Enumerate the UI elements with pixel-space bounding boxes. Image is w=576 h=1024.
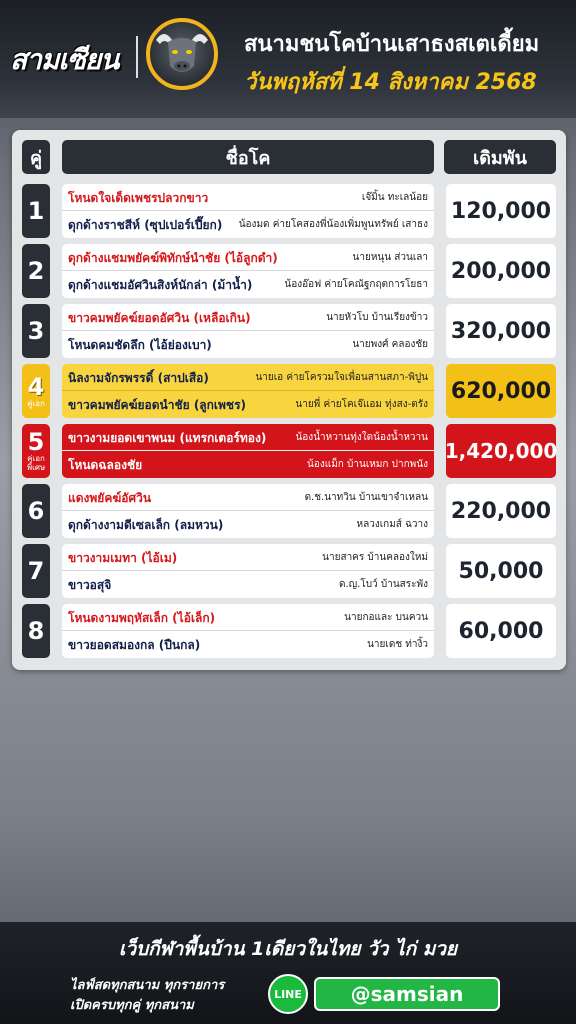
owner-bottom: น้องอ๊อฟ ค่ายโคณัฐกฤตการโยธา — [284, 279, 428, 290]
owner-top: นายหนุน ส่วนเลา — [352, 252, 428, 263]
pair-number — [22, 484, 50, 538]
fighter-name-bottom: ดุกด้างงามดีเซลเล็ก (ลมหวน) — [68, 518, 224, 532]
fighter-name-bottom: ดุกด้างราชสีห์ (ซุปเปอร์เปี๊ยก) — [68, 218, 223, 232]
fighter-name-top: แดงพยัคฆ์อัศวิน — [68, 491, 152, 505]
owner-top: ด.ช.นาทวิน บ้านเขาจำเหลน — [304, 492, 428, 503]
owner-top: นายสาคร บ้านคลองใหม่ — [322, 552, 428, 563]
fighter-names — [62, 484, 434, 538]
fighter-name-top: นิลงามจักรพรรดิ์ (สาปเสือ) — [68, 371, 209, 385]
fight-row — [22, 304, 556, 358]
fighter-names — [62, 184, 434, 238]
pair-number — [22, 424, 50, 478]
fighter-names — [62, 544, 434, 598]
fighter-name-top: โหนดใจเด็ดเพชรปลวกขาว — [68, 191, 209, 205]
fighter-names — [62, 304, 434, 358]
fighter-bottom — [62, 451, 434, 478]
owner-bottom: หลวงเกมส์ ฉวาง — [356, 519, 428, 530]
fighter-top — [62, 364, 434, 391]
event-date: วันพฤหัสที่ 14 สิงหาคม 2568 — [244, 70, 537, 95]
fighter-name-top: ขาวงามยอดเขาพนม (แทรกเตอร์ทอง) — [68, 431, 267, 445]
pair-number-value: 7 — [27, 557, 45, 585]
fight-row — [22, 544, 556, 598]
fight-row — [22, 364, 556, 418]
fight-row — [22, 184, 556, 238]
fighter-bottom — [62, 631, 434, 658]
fighter-name-top: ขาวคมพยัคฆ์ยอดอัศวิน (เหลือเกิน) — [68, 311, 251, 325]
footer-line-2: เปิดครบทุกคู่ ทุกสนาม — [70, 998, 194, 1013]
logo-divider — [136, 36, 138, 78]
fighter-name-bottom: ขาวคมพยัคฆ์ยอดนำชัย (ลูกเพชร) — [68, 398, 247, 412]
footer-line-1: ไลฟ์สดทุกสนาม ทุกรายการ — [70, 978, 225, 993]
owner-top: นายเอ ค่ายโครวมใจเพื่อนสานสภา-พิปูน — [255, 372, 428, 383]
bet-amount: 60,000 — [446, 604, 556, 658]
pair-number — [22, 544, 50, 598]
footer — [0, 922, 576, 1024]
fighter-top — [62, 604, 434, 631]
owner-top: เจ๊มิ้น ทะเลน้อย — [361, 192, 428, 203]
column-header-pair: คู่ — [22, 140, 50, 174]
header — [0, 0, 576, 118]
pair-number — [22, 604, 50, 658]
pair-number-value: 1 — [27, 197, 45, 225]
pair-number-value: 8 — [27, 617, 45, 645]
fighter-top — [62, 184, 434, 211]
pair-number-value: 3 — [27, 317, 45, 345]
fighter-name-bottom: ดุกด้างแชมอัศวินสิงห์นักล่า (ม้าน้ำ) — [68, 278, 253, 292]
bet-amount: 320,000 — [446, 304, 556, 358]
fighter-bottom — [62, 271, 434, 298]
line-handle-button[interactable]: @samsian — [314, 977, 500, 1011]
bet-amount: 120,000 — [446, 184, 556, 238]
fighter-names — [62, 424, 434, 478]
bet-amount: 50,000 — [446, 544, 556, 598]
fighter-name-top: ดุกด้างแชมพยัคฆ์พิทักษ์นำชัย (ไอ้ลูกดำ) — [68, 251, 278, 265]
pair-number — [22, 364, 50, 418]
pair-number — [22, 244, 50, 298]
bet-amount: 620,000 — [446, 364, 556, 418]
owner-top: นายหัวโบ บ้านเรียงข้าว — [326, 312, 428, 323]
owner-bottom: นายเดช ท่างิ้ว — [367, 639, 428, 650]
pair-number-value: 5 — [27, 428, 45, 456]
pair-number-value: 4 — [27, 372, 45, 401]
fighter-name-bottom: ขาวอสุจิ — [68, 578, 112, 592]
owner-top: นายกอและ บนควน — [344, 612, 428, 623]
fighter-bottom — [62, 391, 434, 418]
owner-bottom: น้องแม็ก บ้านเหมก ปากพนัง — [307, 459, 428, 470]
fighter-names — [62, 604, 434, 658]
fight-row — [22, 484, 556, 538]
bet-amount: 1,420,000 — [446, 424, 556, 478]
bet-amount: 220,000 — [446, 484, 556, 538]
fighter-name-bottom: โหนดคมชัดลึก (ไอ้ย่องเบา) — [68, 338, 212, 352]
bet-amount: 200,000 — [446, 244, 556, 298]
fighter-bottom — [62, 511, 434, 538]
pair-number — [22, 304, 50, 358]
fighter-bottom — [62, 571, 434, 598]
bull-mascot-icon — [146, 18, 218, 90]
fight-row — [22, 244, 556, 298]
pair-number-value: 2 — [27, 257, 45, 285]
column-header-name: ชื่อโค — [62, 140, 434, 174]
fighter-top — [62, 244, 434, 271]
owner-top: น้องน้ำหวานทุ่งใดน้องน้ำหวาน — [295, 432, 428, 443]
footer-tagline: เว็บกีฬาพื้นบ้าน 1เดียวในไทย วัว ไก่ มวย — [118, 938, 458, 960]
owner-bottom: น้องมด ค่ายโคสองพี่น้องเพิ่มพูนทรัพย์ เสาธง — [238, 219, 428, 230]
fighter-top — [62, 544, 434, 571]
column-header-bet: เดิมพัน — [444, 140, 556, 174]
fighter-bottom — [62, 331, 434, 358]
pair-number-value: 6 — [27, 497, 45, 525]
fighter-top — [62, 484, 434, 511]
owner-bottom: นายพงศ์ คลองชัย — [352, 339, 428, 350]
owner-bottom: นายพี่ ค่ายโคเจ๊แอม ทุ่งสง-ตรัง — [295, 399, 428, 410]
fight-row — [22, 424, 556, 478]
pair-tag: คู่เอกพิเศษ — [26, 454, 46, 472]
fighter-bottom — [62, 211, 434, 238]
fighter-top — [62, 424, 434, 451]
pair-number — [22, 184, 50, 238]
fighter-name-top: โหนดงามพฤหัสเล็ก (ไอ้เล็ก) — [68, 611, 216, 625]
line-app-icon[interactable]: LINE — [268, 974, 308, 1014]
fighter-names — [62, 364, 434, 418]
fighter-names — [62, 244, 434, 298]
brand-logo: สามเซียน — [10, 43, 119, 76]
fighter-name-top: ขาวงามเมทา (ไอ้เม) — [68, 551, 178, 565]
pair-tag: คู่เอก — [27, 398, 45, 408]
venue-title: สนามชนโคบ้านเสาธงสเตเดี้ยม — [244, 32, 540, 57]
fighter-name-bottom: โหนดฉลองชัย — [68, 458, 143, 472]
owner-bottom: ด.ญ.โบว์ บ้านสระพัง — [338, 579, 428, 590]
fighter-top — [62, 304, 434, 331]
fighter-name-bottom: ขาวยอดสมองกล (ปืนกล) — [68, 638, 201, 652]
fight-row — [22, 604, 556, 658]
